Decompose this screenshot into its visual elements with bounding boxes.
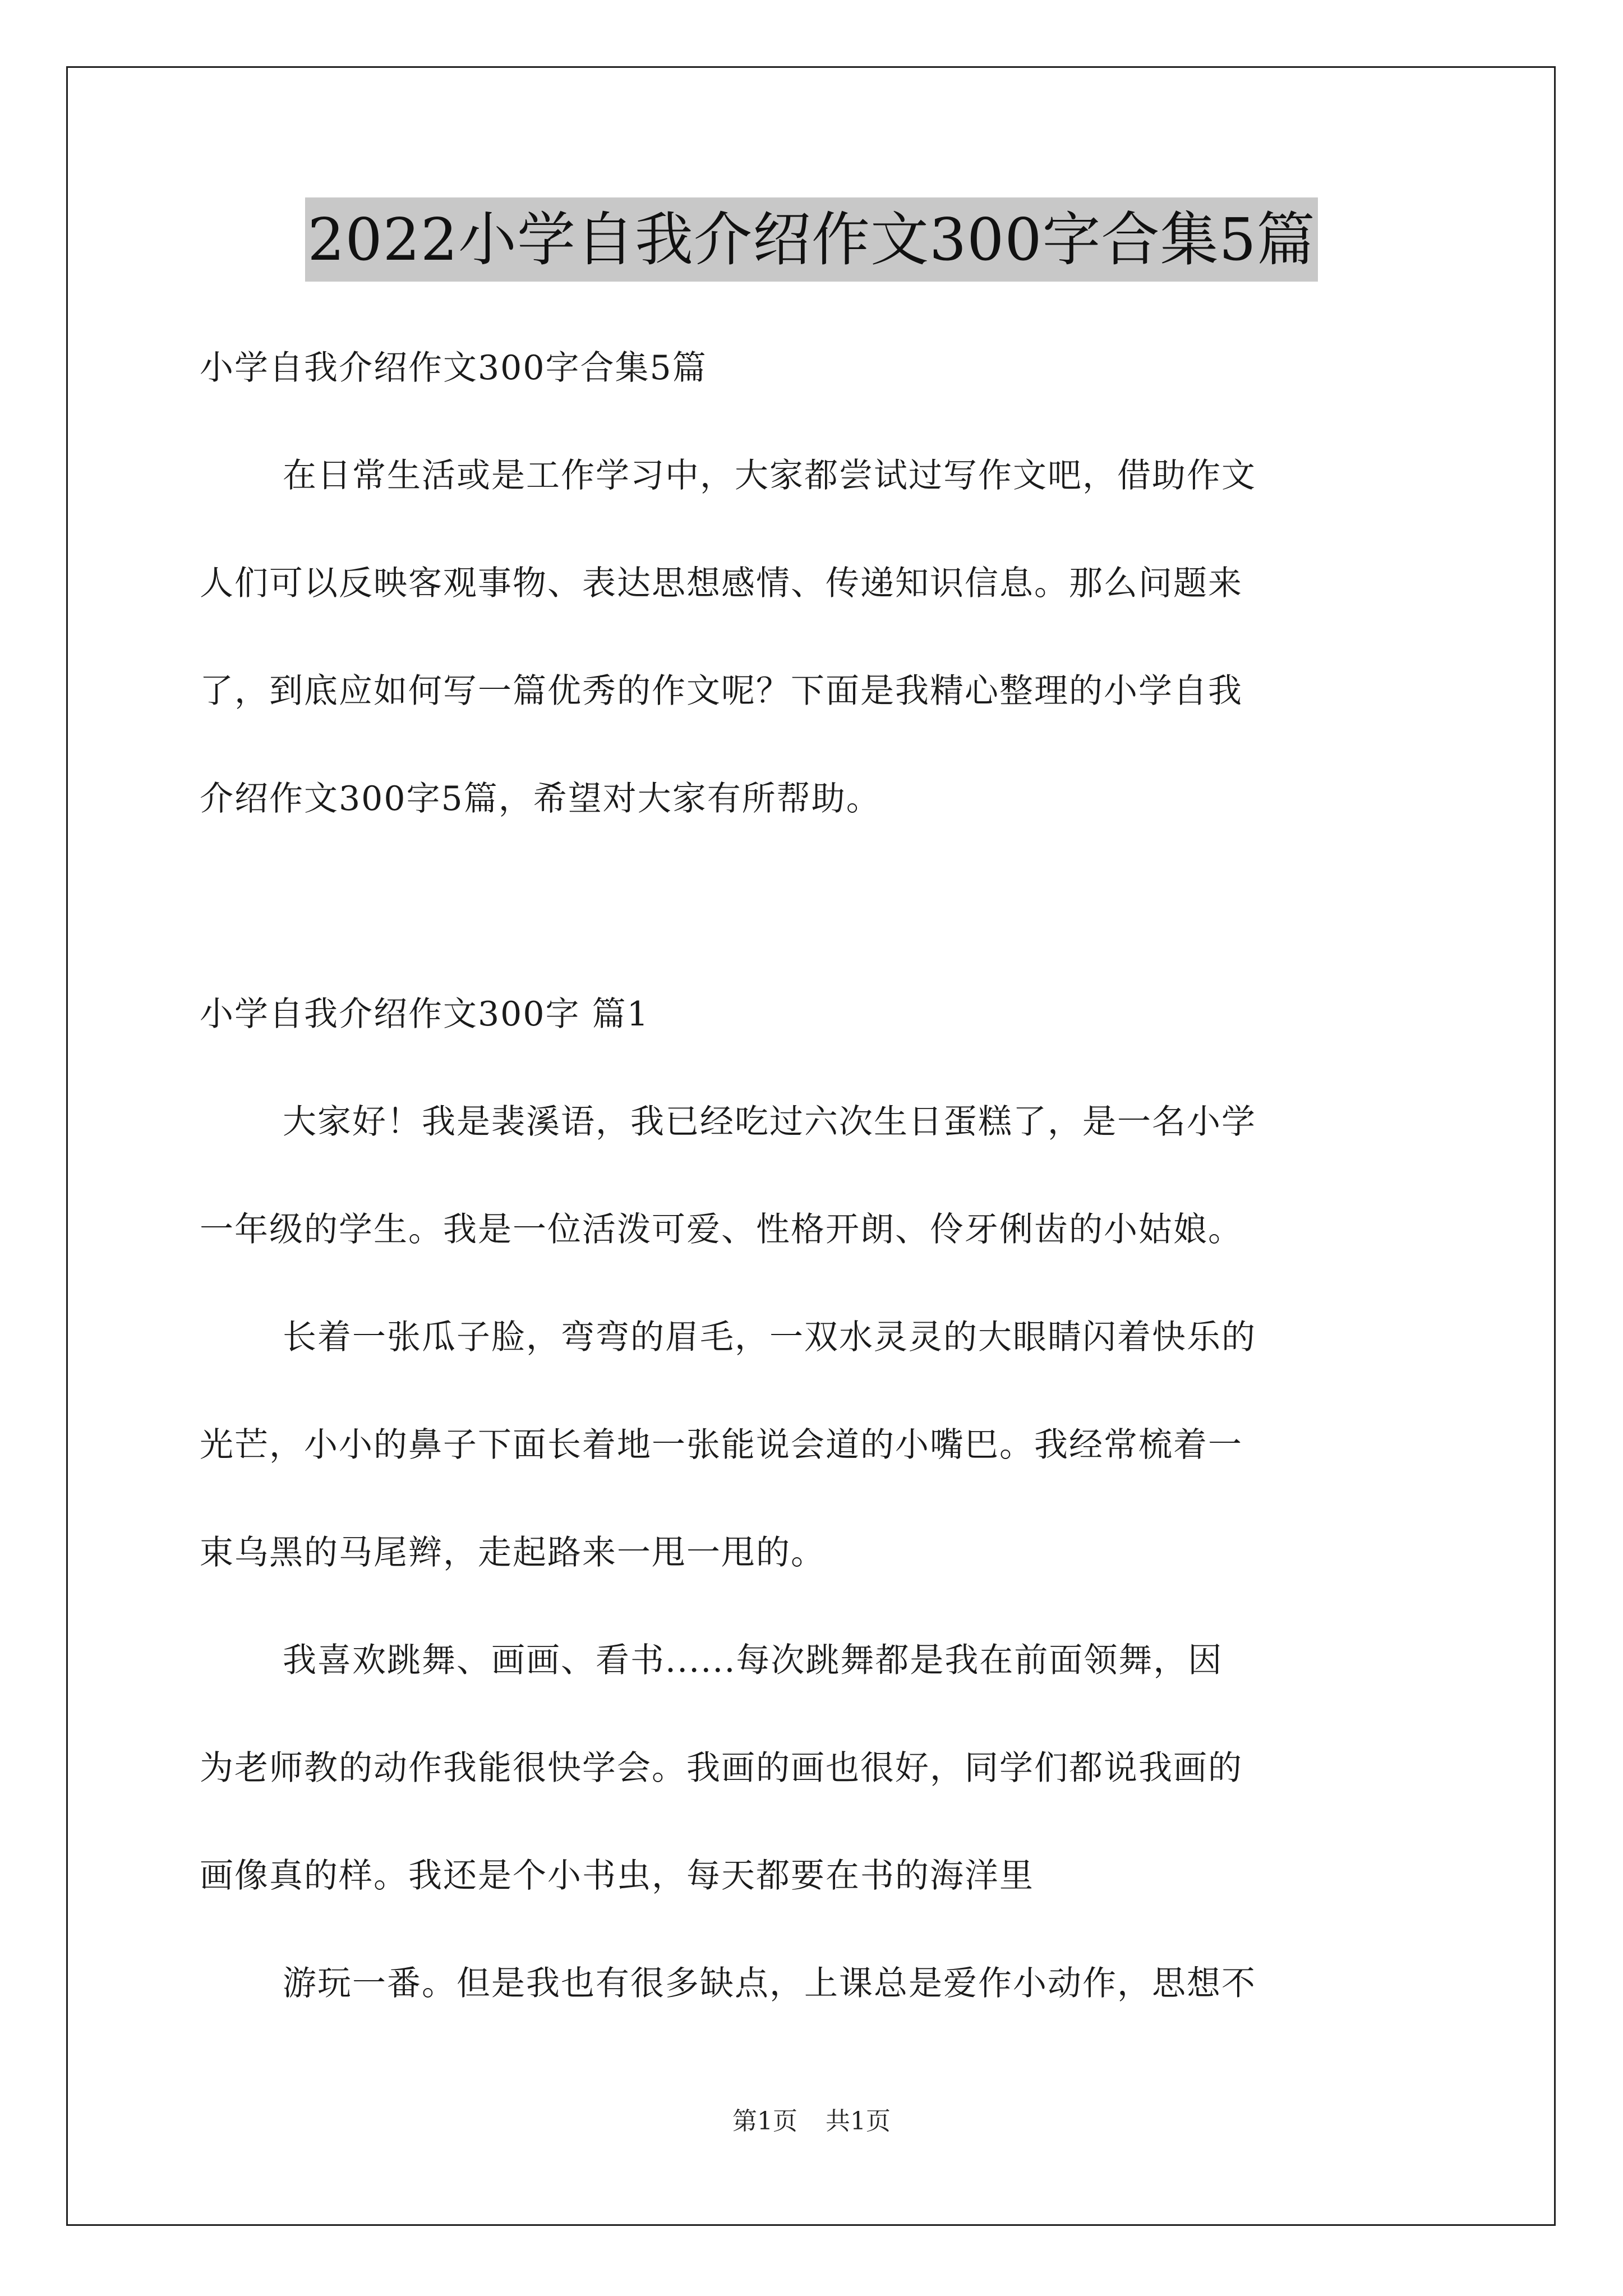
paragraph-line: 光芒，小小的鼻子下面长着地一张能说会道的小嘴巴。我经常梳着一 [200,1425,1243,1465]
document-body [200,314,1428,2037]
page-number: 第1页 [732,2107,797,2136]
subtitle: 小学自我介绍作文300字合集5篇 [200,348,707,388]
paragraph-1 [200,1068,1428,1283]
paragraph-line: 游玩一番。但是我也有很多缺点，上课总是爱作小动作，思想不 [283,1964,1256,2003]
paragraph-line: 束乌黑的马尾辫，走起路来一甩一甩的。 [200,1533,826,1572]
paragraph-4 [200,1930,1428,2037]
paragraph-3 [200,1607,1428,1930]
document-title: 2022小学自我介绍作文300字合集5篇 [305,197,1317,282]
paragraph-2 [200,1283,1428,1607]
paragraph-line: 大家好！我是裴溪语，我已经吃过六次生日蛋糕了，是一名小学 [283,1102,1256,1142]
paragraph-line: 画像真的样。我还是个小书虫，每天都要在书的海洋里 [200,1856,1034,1895]
paragraph-line: 一年级的学生。我是一位活泼可爱、性格开朗、伶牙俐齿的小姑娘。 [200,1210,1243,1249]
paragraph-line: 我喜欢跳舞、画画、看书......每次跳舞都是我在前面领舞，因 [283,1641,1223,1680]
intro-line: 在日常生活或是工作学习中，大家都尝试过写作文吧，借助作文 [283,456,1256,495]
title-container [0,197,1623,282]
intro-line: 介绍作文300字5篇，希望对大家有所帮助。 [200,779,881,818]
intro-paragraph [200,422,1428,853]
paragraph-line: 为老师教的动作我能很快学会。我画的画也很好，同学们都说我画的 [200,1749,1243,1788]
intro-line: 了，到底应如何写一篇优秀的作文呢？下面是我精心整理的小学自我 [200,671,1243,711]
page-footer [0,2101,1623,2137]
paragraph-line: 长着一张瓜子脸，弯弯的眉毛，一双水灵灵的大眼睛闪着快乐的 [283,1318,1256,1357]
blank-line [200,853,1428,960]
section-heading: 小学自我介绍作文300字 篇1 [200,995,649,1034]
intro-line: 人们可以反映客观事物、表达思想感情、传递知识信息。那么问题来 [200,564,1243,603]
page-total: 共1页 [826,2107,891,2136]
